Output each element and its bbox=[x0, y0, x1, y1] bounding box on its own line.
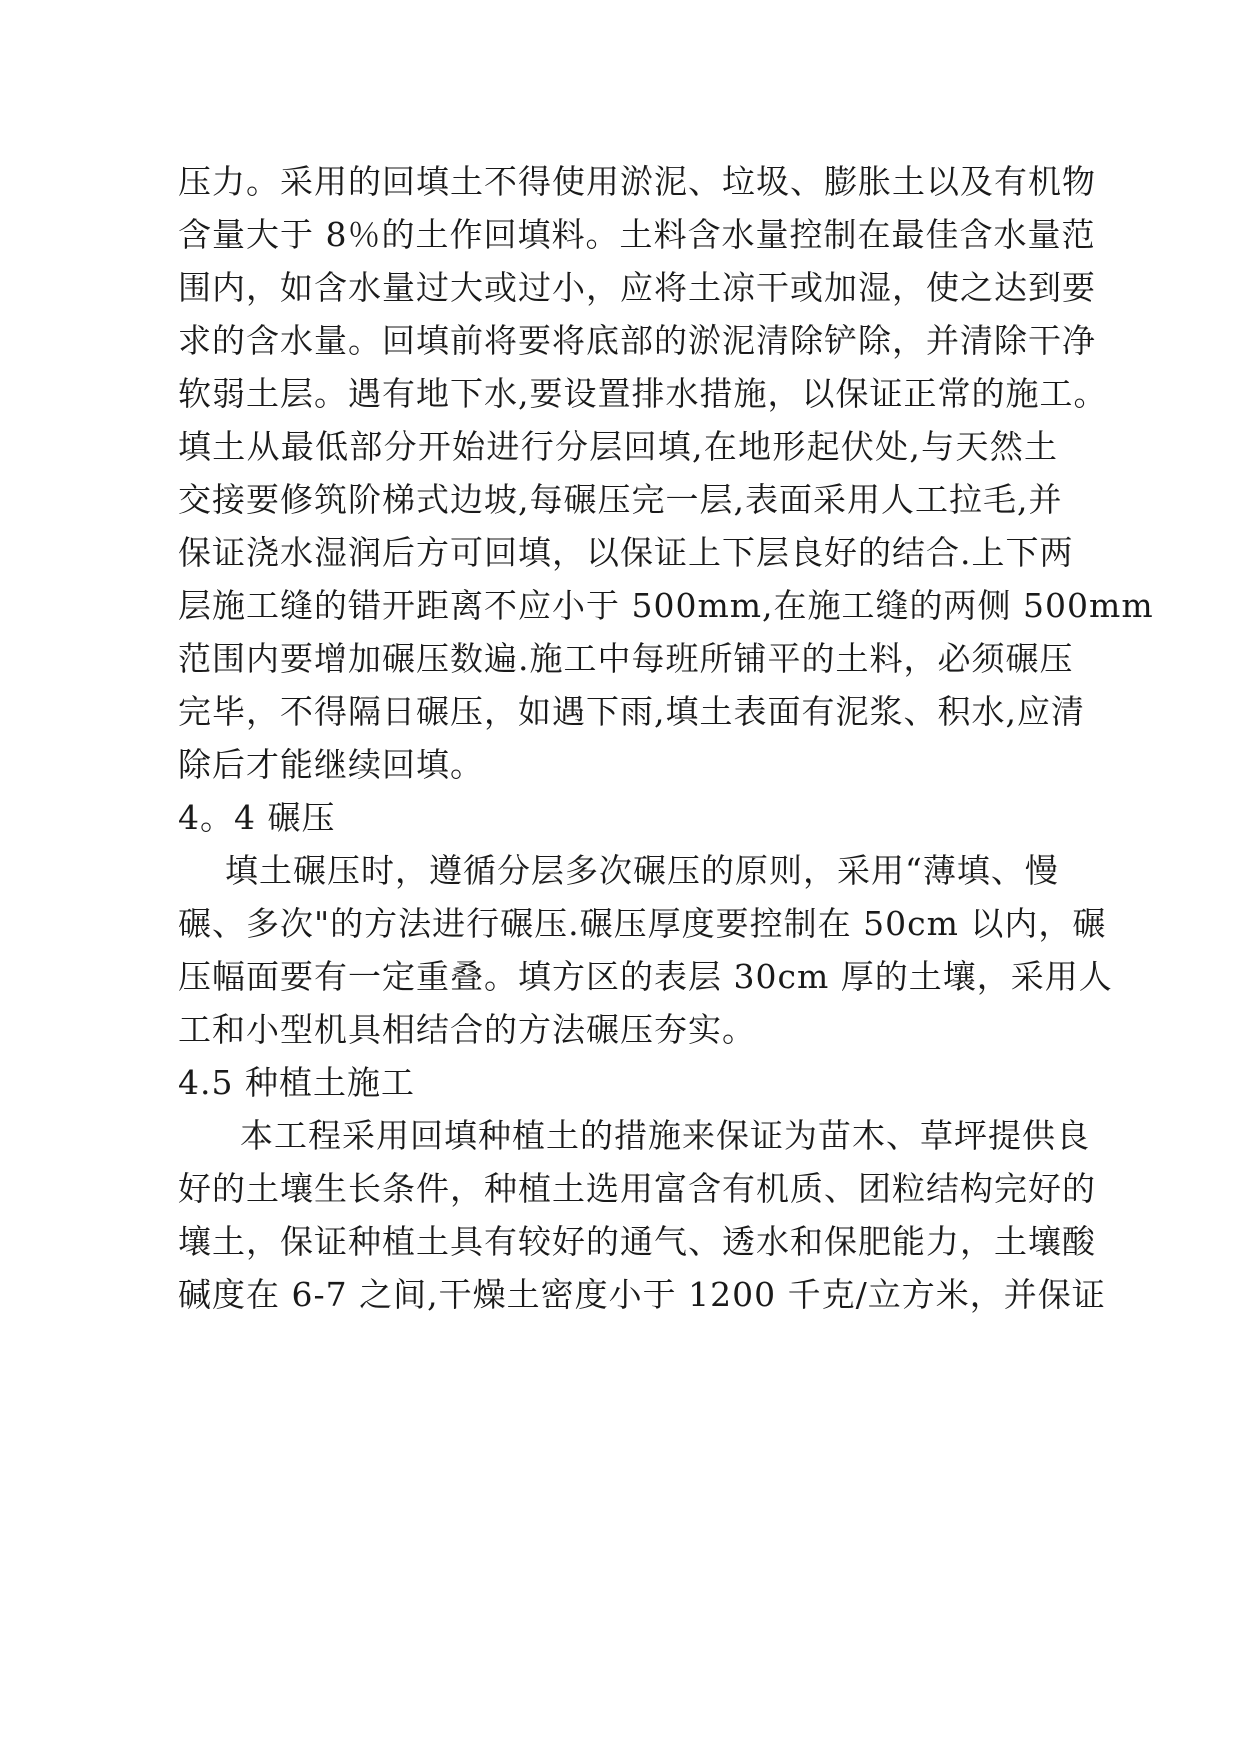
paragraph-line: 工和小型机具相结合的方法碾压夯实。 bbox=[178, 1010, 756, 1049]
paragraph-line: 压幅面要有一定重叠。填方区的表层 30cm 厚的土壤，采用人 bbox=[178, 957, 1113, 996]
paragraph-line: 压力。采用的回填土不得使用淤泥、垃圾、膨胀土以及有机物 bbox=[178, 162, 1096, 201]
paragraph-line: 好的土壤生长条件，种植土选用富含有机质、团粒结构完好的 bbox=[178, 1169, 1096, 1208]
paragraph-line: 碱度在 6-7 之间,干燥土密度小于 1200 千克/立方米，并保证 bbox=[178, 1275, 1106, 1314]
paragraph-line: 软弱土层。遇有地下水,要设置排水措施，以保证正常的施工。 bbox=[178, 374, 1108, 413]
paragraph-line: 保证浇水湿润后方可回填，以保证上下层良好的结合.上下两 bbox=[178, 533, 1074, 572]
paragraph-line: 除后才能继续回填。 bbox=[178, 745, 484, 784]
section-heading-4-5: 4.5 种植土施工 bbox=[178, 1063, 415, 1102]
paragraph-line: 范围内要增加碾压数遍.施工中每班所铺平的土料，必须碾压 bbox=[178, 639, 1074, 678]
paragraph-line: 碾、多次"的方法进行碾压.碾压厚度要控制在 50cm 以内，碾 bbox=[178, 904, 1107, 943]
paragraph-line: 填土从最低部分开始进行分层回填,在地形起伏处,与天然土 bbox=[178, 427, 1058, 466]
paragraph-line: 壤土，保证种植土具有较好的通气、透水和保肥能力，土壤酸 bbox=[178, 1222, 1096, 1261]
paragraph-line: 求的含水量。回填前将要将底部的淤泥清除铲除，并清除干净 bbox=[178, 321, 1096, 360]
section-heading-4-4: 4。4 碾压 bbox=[178, 798, 336, 837]
paragraph-line: 填土碾压时，遵循分层多次碾压的原则，采用“薄填、慢 bbox=[225, 851, 1059, 890]
paragraph-line: 本工程采用回填种植土的措施来保证为苗木、草坪提供良 bbox=[240, 1116, 1090, 1155]
paragraph-line: 层施工缝的错开距离不应小于 500mm,在施工缝的两侧 500mm bbox=[178, 586, 1154, 625]
paragraph-line: 完毕，不得隔日碾压，如遇下雨,填土表面有泥浆、积水,应清 bbox=[178, 692, 1085, 731]
paragraph-line: 交接要修筑阶梯式边坡,每碾压完一层,表面采用人工拉毛,并 bbox=[178, 480, 1063, 519]
paragraph-line: 围内，如含水量过大或过小，应将土凉干或加湿，使之达到要 bbox=[178, 268, 1096, 307]
paragraph-line: 含量大于 8％的土作回填料。土料含水量控制在最佳含水量范 bbox=[178, 215, 1096, 254]
